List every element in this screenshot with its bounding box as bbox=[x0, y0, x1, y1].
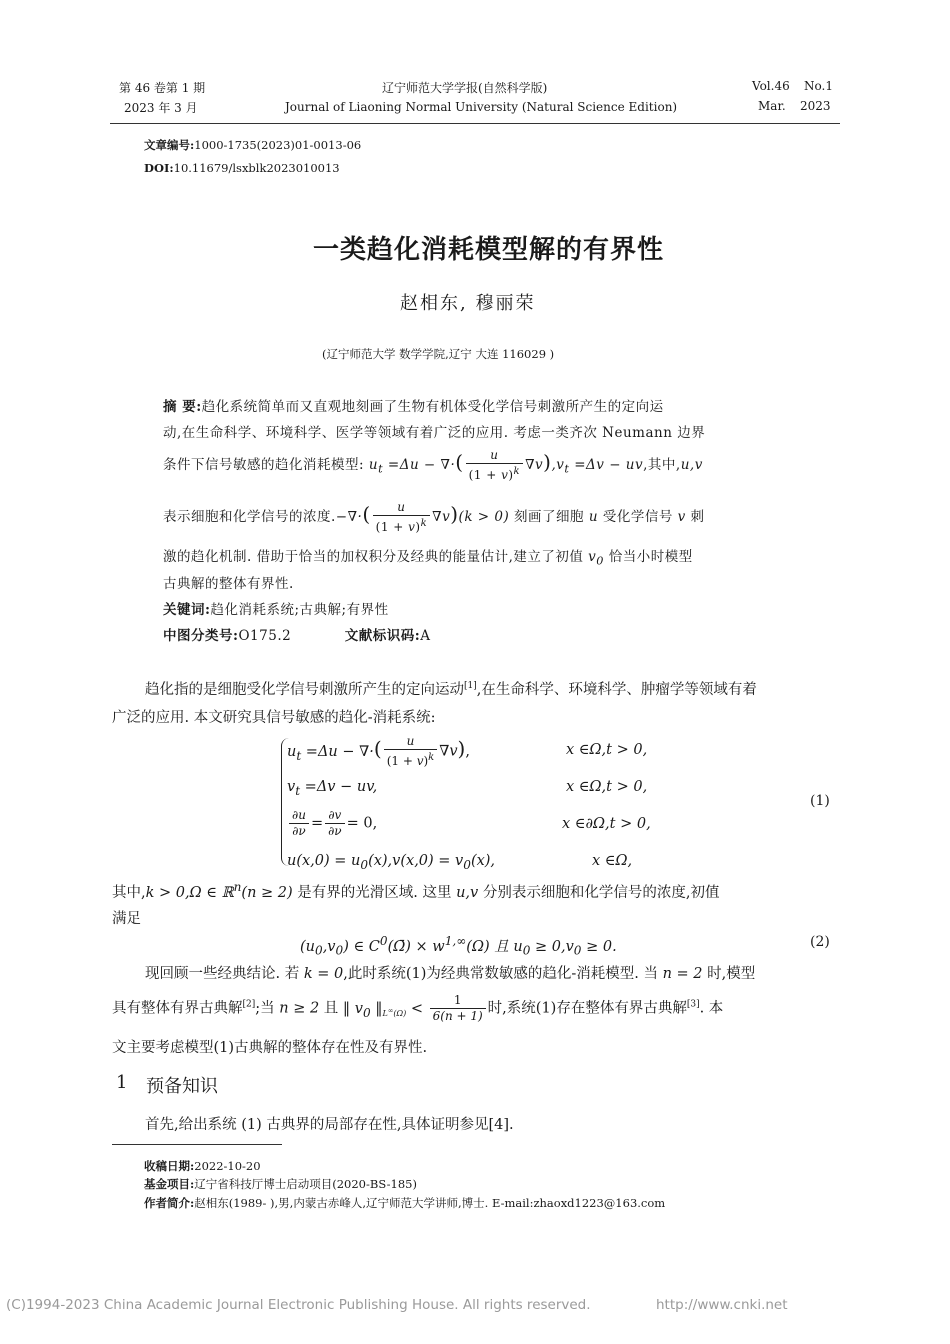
header-month-en: Mar. bbox=[758, 99, 786, 113]
equation-number-1: (1) bbox=[810, 793, 830, 809]
header-vol-en: Vol.46 bbox=[752, 79, 790, 93]
eq1-row-3: $\frac{\partial u}{\partial\nu}$ = $\frac{\partial v}{\partial\nu}$ = 0, bbox=[287, 808, 377, 839]
authors: 赵相东, 穆丽荣 bbox=[400, 293, 536, 314]
header-volume: 第 46 卷第 1 期 bbox=[119, 81, 206, 95]
keywords: 关键词:趋化消耗系统;古典解;有界性 bbox=[163, 602, 389, 618]
body-p1-line-1: 趋化指的是细胞受化学信号刺激所产生的定向运动[1],在生命科学、环境科学、肿瘤学等领域有着 bbox=[145, 681, 757, 698]
equation-2: $(u_0,v_0)$ ∈ $C^0(\Omegā) \times w^{1,\infty}(\Omega)$ 且 $u_0 \ge 0,v_0 \ge 0$. bbox=[300, 934, 617, 958]
footnote-received: 收稿日期:2022-10-20 bbox=[144, 1159, 261, 1173]
doi: DOI:10.11679/lsxblk2023010013 bbox=[144, 161, 340, 175]
footer-copyright: (C)1994-2023 China Academic Journal Electronic Publishing House. All rights reserved. bbox=[6, 1297, 591, 1313]
body-p2-line-2: 满足 bbox=[112, 911, 141, 927]
eq1-cond-1: x ∈Ω,t > 0, bbox=[566, 742, 648, 758]
eq1-row-1: $u_t =\Delta u$ − ∇·( $\frac{u}{(1 + v)^k}$ ∇v), bbox=[287, 734, 470, 768]
paper-title: 一类趋化消耗模型解的有界性 bbox=[313, 235, 665, 265]
affiliation: (辽宁师范大学 数学学院,辽宁 大连 116029 ) bbox=[322, 347, 555, 361]
footnote-fund: 基金项目:辽宁省科技厅博士启动项目(2020-BS-185) bbox=[144, 1177, 417, 1191]
eq1-row-2: $v_t =\Delta v$ − uv, bbox=[287, 779, 378, 798]
header-rule bbox=[110, 123, 840, 124]
header-year-en: 2023 bbox=[800, 99, 831, 113]
eq1-cond-4: x ∈Ω, bbox=[592, 853, 633, 869]
abstract-line-6: 古典解的整体有界性. bbox=[163, 576, 294, 592]
body-p1-line-2: 广泛的应用. 本文研究具信号敏感的趋化-消耗系统: bbox=[112, 710, 436, 726]
header-journal-en: Journal of Liaoning Normal University (Natural Science Edition) bbox=[285, 100, 678, 114]
classification: 中图分类号:O175.2 文献标识码:A bbox=[163, 628, 431, 644]
body-p4: 首先,给出系统 (1) 古典界的局部存在性,具体证明参见[4]. bbox=[145, 1117, 514, 1133]
eq1-row-4: $u(x,0) = u_0(x),v(x,0) = v_0(x)$, bbox=[287, 853, 496, 872]
footnote-author: 作者简介:赵相东(1989- ),男,内蒙古赤峰人,辽宁师范大学讲师,博士. E-mail:zhaoxd1223@163.com bbox=[144, 1196, 666, 1210]
header-journal-cn: 辽宁师范大学学报(自然科学版) bbox=[382, 81, 548, 95]
eq1-cond-3: x ∈∂Ω,t > 0, bbox=[562, 816, 651, 832]
body-p2-line-1: 其中,k > 0,Ω ∈ ℝ$^n$(n ≥ 2) 是有界的光滑区域. 这里 u,v 分别表示细胞和化学信号的浓度,初值 bbox=[112, 880, 720, 901]
header-no-en: No.1 bbox=[804, 79, 833, 93]
abstract-line-1: 摘 要:趋化系统简单而又直观地刻画了生物有机体受化学信号刺激所产生的定向运 bbox=[163, 399, 664, 415]
body-p3-line-1: 现回顾一些经典结论. 若 k = 0,此时系统(1)为经典常数敏感的趋化-消耗模型. 当 n = 2 时,模型 bbox=[145, 966, 756, 982]
header-date: 2023 年 3 月 bbox=[124, 101, 198, 115]
abstract-line-4: 表示细胞和化学信号的浓度.−∇·( $\frac{u}{(1 + v)^k}$ ∇v)(k > 0) 刻画了细胞 u 受化学信号 v 刺 bbox=[163, 500, 705, 534]
body-p3-line-2: 具有整体有界古典解[2];当 n ≥ 2 且 ‖ $v_0$ $‖_{L^\infty(\Omega)}$ < $\frac{1}{6(n + 1)}$ 时,系统(1)存在整体有界古典解[3]. 本 bbox=[112, 993, 724, 1023]
eq1-cond-2: x ∈Ω,t > 0, bbox=[566, 779, 648, 795]
body-p3-line-3: 文主要考虑模型(1)古典解的整体存在性及有界性. bbox=[112, 1040, 428, 1056]
section-title: 预备知识 bbox=[146, 1076, 218, 1097]
abstract-line-3: 条件下信号敏感的趋化消耗模型: $u_t =\Delta u$ − ∇·( $\frac{u}{(1 + v)^k}$ $\nabla v),v_t =\Delta v$ − uv,其中,u,v bbox=[163, 448, 703, 482]
abstract-line-5: 激的趋化机制. 借助于恰当的加权积分及经典的能量估计,建立了初值 $v_0$ 恰当小时模型 bbox=[163, 549, 693, 568]
article-number: 文章编号:1000-1735(2023)01-0013-06 bbox=[144, 138, 362, 152]
equation-number-2: (2) bbox=[810, 934, 830, 950]
footnote-rule bbox=[112, 1144, 282, 1145]
abstract-line-2: 动,在生命科学、环境科学、医学等领域有着广泛的应用. 考虑一类齐次 Neumann 边界 bbox=[163, 425, 706, 441]
section-number: 1 bbox=[116, 1072, 128, 1093]
footer-url[interactable]: http://www.cnki.net bbox=[656, 1297, 788, 1313]
